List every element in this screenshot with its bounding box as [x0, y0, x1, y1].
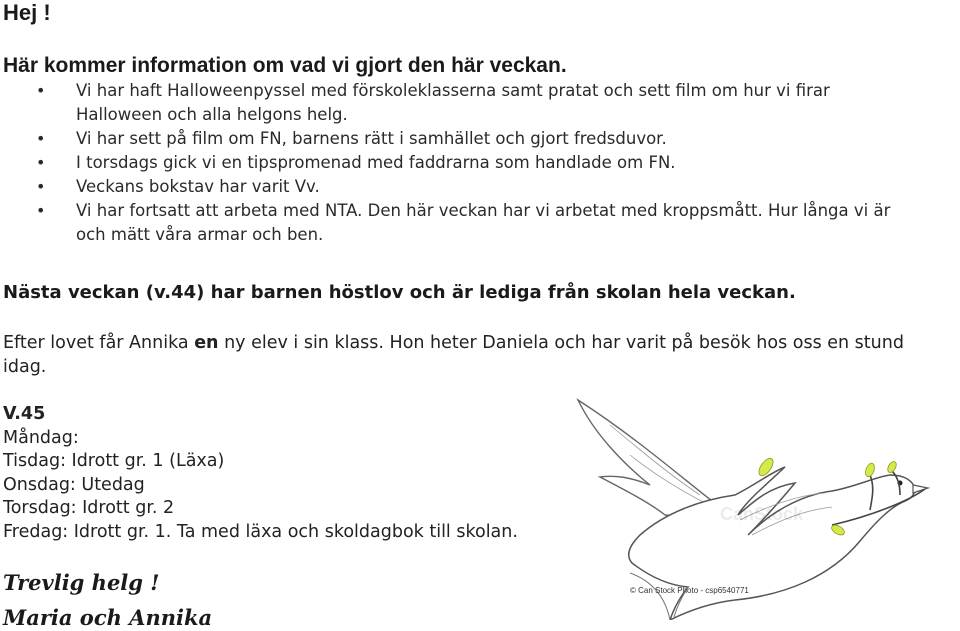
list-item-text: • Vi har haft Halloweenpyssel med förskoleklasserna samt pratat och sett film om hur vi firar — [76, 81, 830, 100]
schedule-day: Måndag: — [3, 427, 79, 448]
schedule-day: Tisdag: Idrott gr. 1 (Läxa) — [3, 451, 225, 471]
schedule-day: Fredag: Idrott gr. 1. Ta med läxa och skoldagbok till skolan. — [3, 521, 518, 542]
paragraph-text: idag. — [3, 357, 47, 377]
list-item-text: • Vi har sett på film om FN, barnens rätt i samhället och gjort fredsduvor. — [76, 129, 667, 148]
emphasis-text: en — [194, 333, 219, 353]
image-watermark: CanStock — [720, 504, 804, 524]
schedule-day: Onsdag: Utedag — [3, 474, 145, 495]
list-item-text: Halloween och alla helgons helg. — [76, 105, 348, 124]
week-number: V.45 — [3, 404, 46, 424]
signoff-greeting: Trevlig helg ! — [3, 570, 160, 595]
paragraph-text: Efter lovet får Annika — [3, 333, 195, 353]
list-item — [0, 175, 960, 199]
list-item-text: och mätt våra armar och ben. — [76, 225, 324, 244]
dove-upper-wing — [578, 400, 720, 516]
list-item — [0, 151, 960, 175]
olive-leaf — [864, 462, 876, 478]
image-caption: © Can Stock Photo - csp6540771 — [630, 586, 749, 595]
list-item-text: • I torsdags gick vi en tipspromenad med faddrarna som handlade om FN. — [76, 153, 676, 172]
list-item — [0, 199, 960, 247]
paragraph-text: ny elev i sin klass. Hon heter Daniela och har varit på besök hos oss en stund — [218, 333, 904, 353]
olive-leaf — [886, 460, 898, 474]
activity-list — [0, 79, 960, 247]
new-student-paragraph — [3, 331, 904, 379]
week-schedule — [3, 403, 518, 544]
list-item — [0, 127, 960, 151]
list-item-text: • Veckans bokstav har varit Vv. — [76, 177, 320, 196]
list-item-text: • Vi har fortsatt att arbeta med NTA. Den här veckan har vi arbetat med kroppsmått. Hur långa vi är — [76, 201, 891, 220]
page-heading: Här kommer information om vad vi gjort den här veckan. — [3, 54, 567, 77]
greeting: Hej ! — [3, 0, 51, 25]
peace-dove-image — [570, 395, 950, 620]
next-week-notice: Nästa veckan (v.44) har barnen höstlov och är lediga från skolan hela veckan. — [3, 282, 796, 303]
list-item — [0, 79, 960, 127]
signoff-names: Maria och Annika — [3, 605, 213, 630]
schedule-day: Torsdag: Idrott gr. 2 — [3, 498, 175, 518]
